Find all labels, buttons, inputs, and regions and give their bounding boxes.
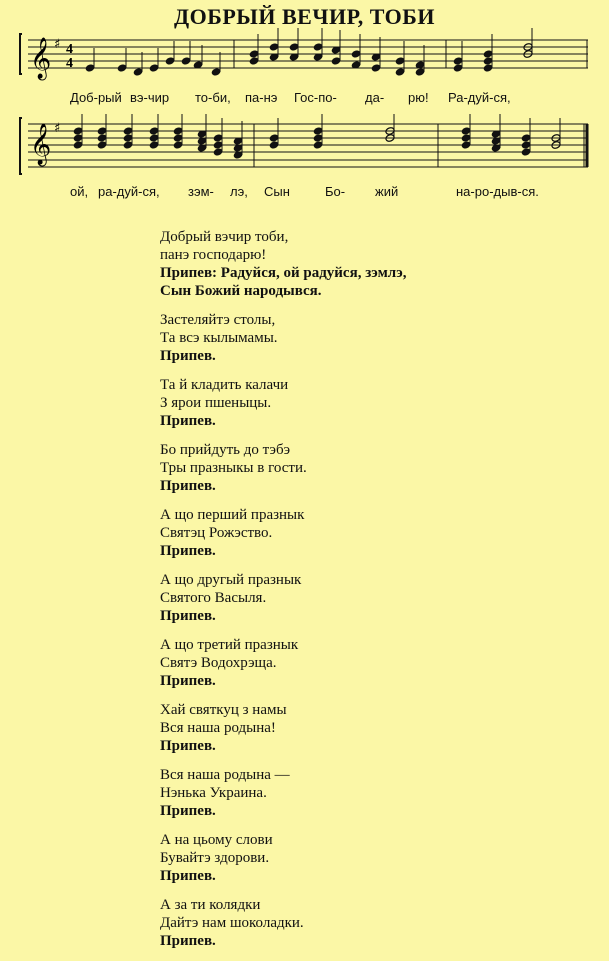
song-title: ДОБРЫЙ ВЕЧИР, ТОБИ	[174, 4, 435, 29]
chorus-label: Припев.	[160, 673, 216, 689]
chorus-label: Припев: Радуйся, ой радуйся, зэмлэ,	[160, 265, 407, 281]
verse-line: Вся наша родына —	[160, 767, 290, 783]
verse-line: Святэц Рожэство.	[160, 525, 273, 541]
time-signature-top: 4	[66, 42, 73, 57]
verse	[160, 896, 406, 950]
chorus-label: Припев.	[160, 413, 216, 429]
chorus-label: Припев.	[160, 608, 216, 624]
verse-line: Дайтэ нам шоколадки.	[160, 915, 304, 931]
verse	[160, 441, 406, 495]
verse-line: Та всэ кылымамы.	[160, 330, 278, 346]
treble-clef-icon: 𝄞	[30, 124, 52, 165]
verse	[160, 506, 406, 560]
lyric-syllable: то-би,	[195, 90, 231, 105]
verse	[160, 376, 406, 430]
verse-line: А що другый празнык	[160, 572, 302, 588]
lyric-syllable: Гос-по-	[294, 90, 337, 105]
verse	[160, 701, 406, 755]
verse-line: Та й кладить калачи	[160, 377, 289, 393]
lyric-syllable: Доб-рый	[70, 90, 122, 105]
verse-line: Бувайтэ здорови.	[160, 850, 270, 866]
verse-line: Нэнька Украина.	[160, 785, 267, 801]
chorus-label: Припев.	[160, 868, 216, 884]
song-verses	[160, 228, 406, 961]
music-staff-2	[18, 114, 590, 182]
chorus-label: Сын Божий народывся.	[160, 283, 322, 299]
lyric-syllable: на-ро-дыв-ся.	[456, 184, 539, 199]
music-staff-1	[18, 28, 590, 88]
verse	[160, 831, 406, 885]
verse-line: Бо прийдуть до тэбэ	[160, 442, 291, 458]
verse	[160, 571, 406, 625]
verse-line: Застеляйтэ столы,	[160, 312, 276, 328]
verse	[160, 766, 406, 820]
chorus-label: Припев.	[160, 933, 216, 949]
chorus-label: Припев.	[160, 543, 216, 559]
verse-line: Святого Васыля.	[160, 590, 267, 606]
key-sharp-icon: ♯	[54, 37, 61, 52]
lyric-syllable: рю!	[408, 90, 429, 105]
lyric-syllable: ой,	[70, 184, 89, 199]
chorus-label: Припев.	[160, 803, 216, 819]
verse	[160, 636, 406, 690]
lyric-syllable: зэм-	[188, 184, 214, 199]
verse-line: Хай святкуц з намы	[160, 702, 287, 718]
verse-line: Добрый вэчир тоби,	[160, 229, 289, 245]
time-signature-bottom: 4	[66, 56, 73, 71]
verse-line: Святэ Водохрэща.	[160, 655, 277, 671]
lyric-syllable: да-	[365, 90, 385, 105]
verse-line: А на цьому слови	[160, 832, 273, 848]
verse-line: А що перший празнык	[160, 507, 305, 523]
treble-clef-icon: 𝄞	[30, 38, 52, 79]
lyric-syllable: Бо-	[325, 184, 346, 199]
verse	[160, 228, 406, 300]
key-sharp-icon: ♯	[54, 121, 61, 136]
lyric-syllable: Сын	[264, 184, 290, 199]
lyric-syllable: па-нэ	[245, 90, 278, 105]
verse-line: Вся наша родына!	[160, 720, 276, 736]
chorus-label: Припев.	[160, 478, 216, 494]
verse-line: А за ти колядки	[160, 897, 261, 913]
lyric-syllable: ра-дуй-ся,	[98, 184, 160, 199]
verse-line: З ярои пшеныцы.	[160, 395, 272, 411]
chorus-label: Припев.	[160, 348, 216, 364]
verse-line: панэ господарю!	[160, 247, 267, 263]
chorus-label: Припев.	[160, 738, 216, 754]
lyric-syllable: лэ,	[230, 184, 248, 199]
lyric-syllable: жий	[375, 184, 399, 199]
verse	[160, 311, 406, 365]
verse-line: А що третий празнык	[160, 637, 299, 653]
lyric-syllable: Ра-дуй-ся,	[448, 90, 511, 105]
lyric-syllable: вэ-чир	[130, 90, 170, 105]
verse-line: Тры празныкы в гости.	[160, 460, 307, 476]
